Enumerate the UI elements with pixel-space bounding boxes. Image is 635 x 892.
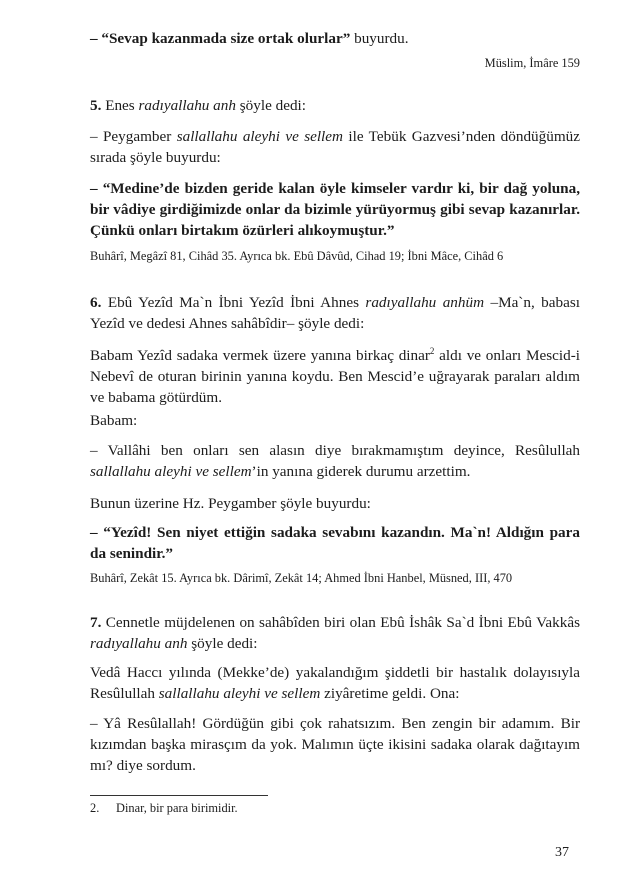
hadith-5-heading <box>90 95 580 116</box>
hadith-6-heading <box>90 292 580 334</box>
footnote-number: 2. <box>90 801 100 815</box>
hadith-6-paragraph-4: Bunun üzerine Hz. Peygamber şöyle buyurdu: <box>90 495 371 512</box>
heading-italic: radıyallahu anh <box>90 635 188 652</box>
hadith-number: 5. <box>90 97 102 114</box>
para-italic: sallallahu aleyhi ve sellem <box>158 685 321 702</box>
para-text-end: ziyâretime geldi. Ona: <box>320 685 460 702</box>
hadith-6-quote: – “Yezîd! Sen niyet ettiğin sadaka sevabını kazandın. Ma`n! Aldığın para da senindir.” <box>90 524 580 562</box>
para-text: Vedâ Haccı yılında (Mekke’de) yakalandığım şiddetli bir hastalık dolayısıyla Resûlullah <box>90 664 580 702</box>
footnote-rule <box>90 795 268 796</box>
heading-italic: radıyallahu anh <box>138 97 236 114</box>
heading-text-end: –Ma`n, babası Yezîd ve dedesi Ahnes sahâbîdir– şöyle dedi: <box>90 294 580 332</box>
quote-tail: buyurdu. <box>350 30 409 47</box>
quote-text: – “Sevap kazanmada size ortak olurlar” <box>90 30 351 47</box>
hadith-7-heading <box>90 612 580 654</box>
hadith-6-paragraph-1 <box>90 345 580 408</box>
para-italic: sallallahu aleyhi ve sellem <box>176 128 343 145</box>
hadith-7-paragraph-2: – Yâ Resûlallah! Gördüğün gibi çok rahatsızım. Ben zengin bir adamım. Bir kızımdan başka mirasçım da yok. Malımın üçte ikisini sadaka olarak dağıtayım mı? diye sordum. <box>90 715 580 774</box>
para-text: Babam Yezîd sadaka vermek üzere yanına birkaç dinar <box>90 347 430 364</box>
source-5: Buhârî, Megâzî 81, Cihâd 35. Ayrıca bk. Ebû Dâvûd, Cihad 19; İbni Mâce, Cihâd 6 <box>90 249 504 263</box>
heading-text: Cennetle müjdelenen on sahâbîden biri olan Ebû İshâk Sa`d İbni Ebû Vakkâs <box>101 614 580 631</box>
hadith-number: 6. <box>90 294 102 311</box>
heading-text-end: şöyle dedi: <box>235 97 306 114</box>
source-1: Müslim, İmâre 159 <box>484 56 580 70</box>
hadith-7-paragraph-1 <box>90 662 580 704</box>
hadith-6-paragraph-3 <box>90 440 580 482</box>
footnote <box>90 800 238 817</box>
heading-text-end: şöyle dedi: <box>187 635 258 652</box>
heading-text: Enes <box>101 97 139 114</box>
page-number: 37 <box>555 845 569 860</box>
hadith-5-paragraph <box>90 126 580 168</box>
heading-text: Ebû Yezîd Ma`n İbni Yezîd İbni Ahnes <box>101 294 366 311</box>
para-text-end: ’in yanına giderek durumu arzettim. <box>251 463 471 480</box>
para-text-end: aldı ve onları Mescid-i Nebevî de oturan birinin yanına koydu. Ben Mescid’e uğrayarak paraları aldım ve babama götürdüm. <box>90 347 580 406</box>
hadith-number: 7. <box>90 614 102 631</box>
quote-line-1 <box>90 28 580 49</box>
para-text: – Vallâhi ben onları sen alasın diye bırakmamıştım deyince, Resûlullah <box>90 442 580 459</box>
hadith-6-paragraph-2: Babam: <box>90 412 138 429</box>
para-italic: sallallahu aleyhi ve sellem <box>90 463 252 480</box>
footnote-text: Dinar, bir para birimidir. <box>116 801 238 815</box>
source-6: Buhârî, Zekât 15. Ayrıca bk. Dârimî, Zekât 14; Ahmed İbni Hanbel, Müsned, III, 470 <box>90 571 513 585</box>
hadith-5-quote: – “Medine’de bizden geride kalan öyle kimseler vardır ki, bir dağ yoluna, bir vâdiye girdiğimizde onlar da bizimle yürüyormuş gibi sevap kazanırlar. Çünkü onları birtakım özürleri alıkoymuştur.” <box>90 180 580 239</box>
heading-italic: radıyallahu anhüm <box>365 294 485 311</box>
para-text-end: ile Tebük Gazvesi’nden döndüğümüz sırada şöyle buyurdu: <box>90 128 580 166</box>
para-text: – Peygamber <box>90 128 177 145</box>
footnote-ref: 2 <box>429 345 435 356</box>
